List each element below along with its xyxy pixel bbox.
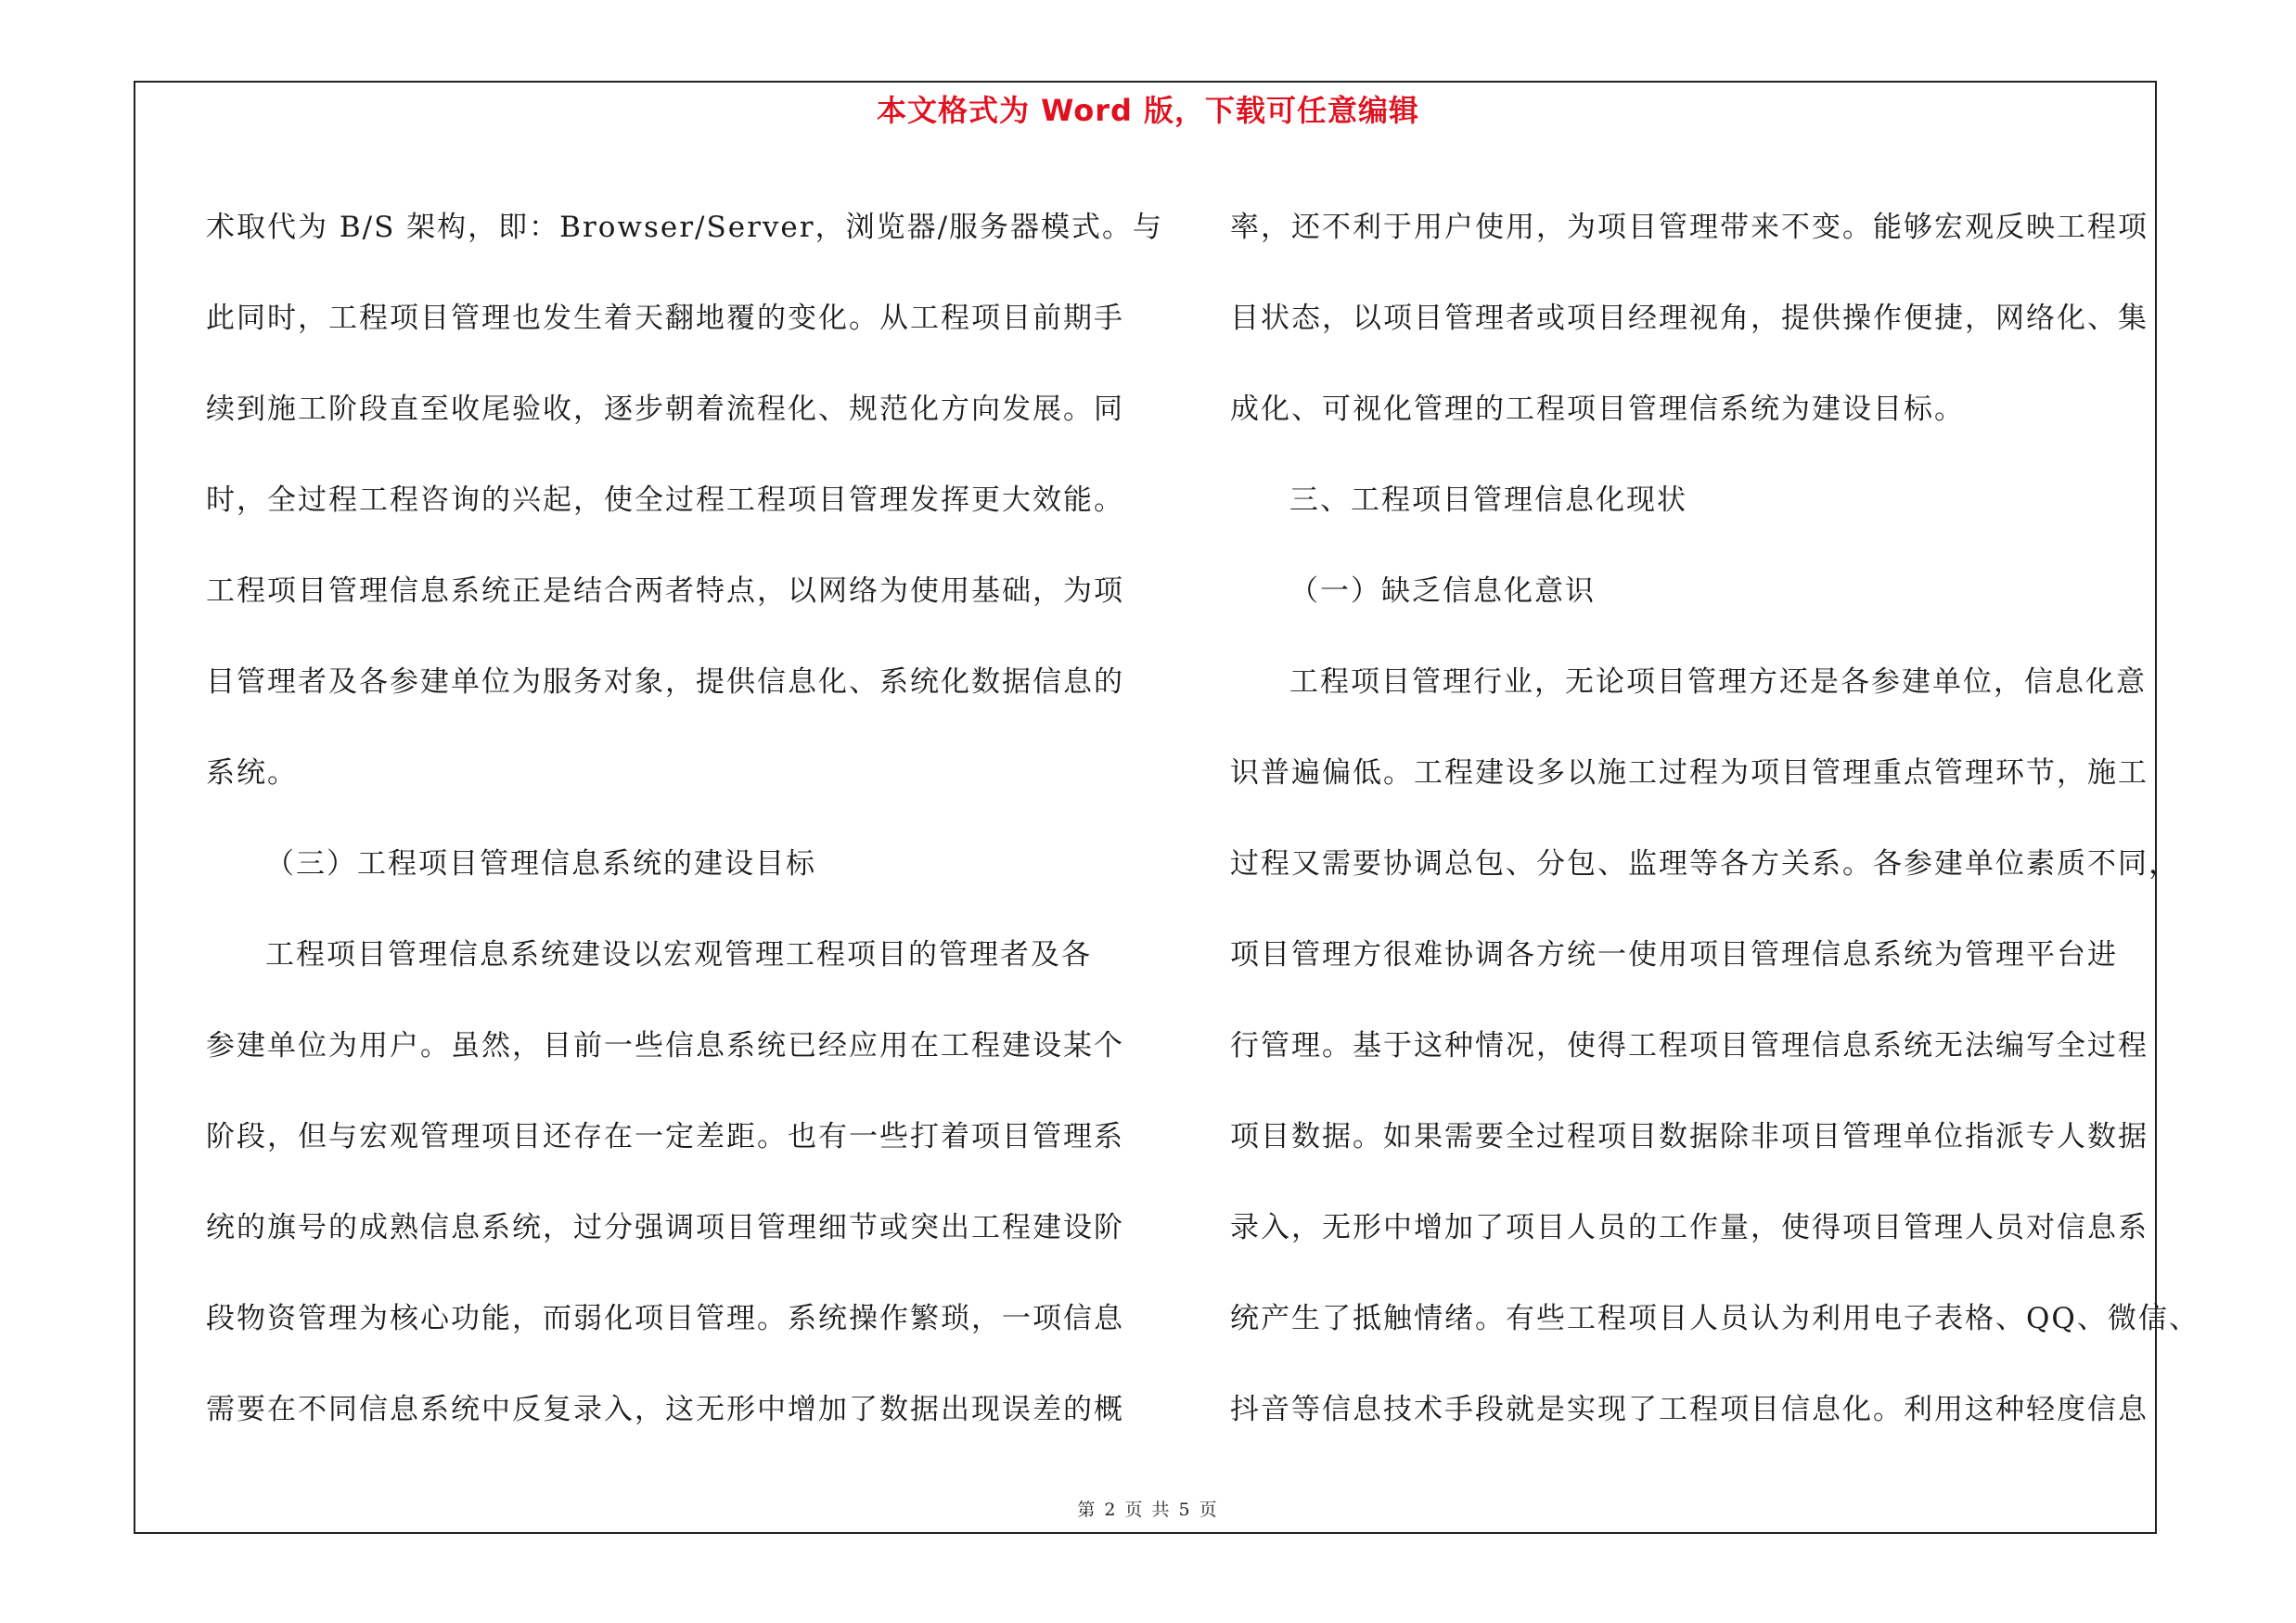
paragraph-line: 参建单位为用户。虽然，目前一些信息系统已经应用在工程建设某个: [206, 1029, 1124, 1063]
paragraph-line: 目管理者及各参建单位为服务对象，提供信息化、系统化数据信息的: [206, 665, 1124, 699]
paragraph-line: 目状态，以项目管理者或项目经理视角，提供操作便捷，网络化、集: [1230, 302, 2148, 335]
paragraph-line: 工程项目管理信息系统正是结合两者特点，以网络为使用基础，为项: [206, 574, 1124, 608]
paragraph-line: 项目管理方很难协调各方统一使用项目管理信息系统为管理平台进: [1230, 938, 2118, 972]
paragraph-line: 需要在不同信息系统中反复录入，这无形中增加了数据出现误差的概: [206, 1393, 1124, 1426]
paragraph-first-line: 工程项目管理行业，无论项目管理方还是各参建单位，信息化意: [1289, 665, 2147, 699]
section-heading: （三）工程项目管理信息系统的建设目标: [265, 847, 816, 881]
paragraph-line: 录入，无形中增加了项目人员的工作量，使得项目管理人员对信息系: [1230, 1211, 2148, 1244]
paragraph-line: 行管理。基于这种情况，使得工程项目管理信息系统无法编写全过程: [1230, 1029, 2148, 1063]
left-text-column: [206, 182, 1164, 1455]
paragraph-line: 系统。: [206, 756, 298, 790]
paragraph-line: 项目数据。如果需要全过程项目数据除非项目管理单位指派专人数据: [1230, 1120, 2148, 1153]
footer-suffix: 页: [1199, 1500, 1219, 1520]
paragraph-line: 成化、可视化管理的工程项目管理信系统为建设目标。: [1230, 393, 1965, 426]
paragraph-line: 识普遍偏低。工程建设多以施工过程为项目管理重点管理环节，施工: [1230, 756, 2148, 790]
paragraph-line: 率，还不利于用户使用，为项目管理带来不变。能够宏观反映工程项: [1230, 211, 2148, 244]
paragraph-first-line: 工程项目管理信息系统建设以宏观管理工程项目的管理者及各: [265, 938, 1092, 972]
paragraph-line: 时，全过程工程咨询的兴起，使全过程工程项目管理发挥更大效能。: [206, 483, 1124, 517]
total-page-count: 5: [1178, 1500, 1192, 1520]
section-heading: 三、工程项目管理信息化现状: [1289, 483, 1687, 517]
paragraph-line: 续到施工阶段直至收尾验收，逐步朝着流程化、规范化方向发展。同: [206, 393, 1124, 426]
paragraph-line: 统的旗号的成熟信息系统，过分强调项目管理细节或突出工程建设阶: [206, 1211, 1124, 1244]
footer-middle: 页 共: [1124, 1500, 1172, 1520]
document-header-title: 本文格式为 Word 版，下载可任意编辑: [876, 93, 1420, 128]
paragraph-line: 抖音等信息技术手段就是实现了工程项目信息化。利用这种轻度信息: [1230, 1393, 2148, 1426]
paragraph-line: 此同时，工程项目管理也发生着天翻地覆的变化。从工程项目前期手: [206, 302, 1124, 335]
paragraph-line: 阶段，但与宏观管理项目还存在一定差距。也有一些打着项目管理系: [206, 1120, 1124, 1153]
page-number-footer: [0, 1496, 2296, 1521]
current-page-number: 2: [1104, 1500, 1118, 1520]
paragraph-line: 段物资管理为核心功能，而弱化项目管理。系统操作繁琐，一项信息: [206, 1302, 1124, 1335]
paragraph-line: 过程又需要协调总包、分包、监理等各方关系。各参建单位素质不同，: [1230, 847, 2179, 881]
subsection-heading: （一）缺乏信息化意识: [1289, 574, 1596, 608]
footer-prefix: 第: [1077, 1500, 1097, 1520]
right-text-column: [1230, 182, 2200, 1455]
paragraph-line: 术取代为 B/S 架构，即：Browser/Server，浏览器/服务器模式。与: [206, 211, 1164, 244]
paragraph-line: 统产生了抵触情绪。有些工程项目人员认为利用电子表格、QQ、微信、: [1230, 1302, 2200, 1335]
